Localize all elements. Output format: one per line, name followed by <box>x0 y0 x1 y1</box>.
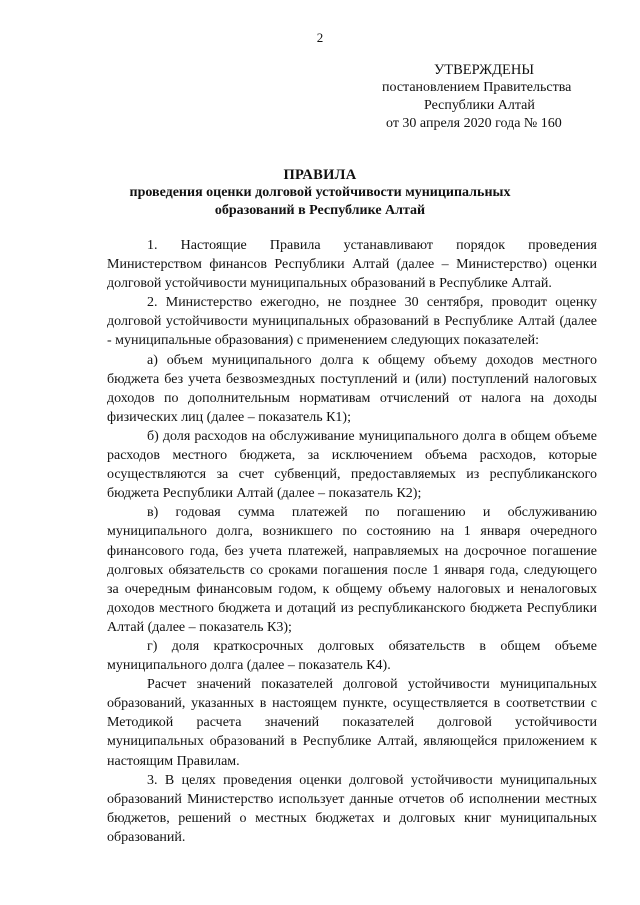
document-body <box>107 236 597 847</box>
paragraph-2b: б) доля расходов на обслуживание муниципального долга в общем объеме расходов местного бюджета, за исключением объема расходов, которые осуществляются за счет субвенций, предоставляемых из республиканского бюджета Республики Алтай (далее – показатель К2); <box>107 428 597 502</box>
paragraph-1: 1. Настоящие Правила устанавливают порядок проведения Министерством финансов Республики Алтай (далее – Министерство) оценки долговой устойчивости муниципальных образований в Республике Алтай. <box>107 238 597 292</box>
paragraph-2v: в) годовая сумма платежей по погашению и обслуживанию муниципального долга, возникшего по состоянию на 1 января очередного финансового года, без учета платежей, направляемых на досрочное погашение долговых обязательств со сроками погашения после 1 января года, следующего за очередным финансовым годом, к общему объему налоговых и неналоговых доходов местного бюджета и дотаций из республиканского бюджета Республики Алтай (далее – показатель К3); <box>107 505 597 635</box>
document-title: ПРАВИЛА <box>283 167 357 183</box>
document-subtitle-line-1: проведения оценки долговой устойчивости муниципальных <box>129 185 511 200</box>
document-subtitle-line-2: образований в Республике Алтай <box>214 203 426 218</box>
approval-line-republic: Республики Алтай <box>424 98 535 113</box>
approval-title: УТВЕРЖДЕНЫ <box>433 62 535 78</box>
approval-line-resolution: постановлением Правительства <box>382 80 572 95</box>
document-heading <box>0 166 640 220</box>
page-number: 2 <box>316 30 324 45</box>
approval-block <box>362 61 612 133</box>
paragraph-2: 2. Министерство ежегодно, не позднее 30 сентября, проводит оценку долговой устойчивости муниципальных образований в Республике Алтай (далее - муниципальные образования) с применением следующих показателей: <box>107 295 597 349</box>
approval-line-date: от 30 апреля 2020 года № 160 <box>386 116 562 131</box>
paragraph-3: 3. В целях проведения оценки долговой устойчивости муниципальных образований Министерство использует данные отчетов об исполнении местных бюджетов, решений о местных бюджетах и долговых книг муниципальных образований. <box>107 772 597 845</box>
paragraph-2g: г) доля краткосрочных долговых обязательств в общем объеме муниципального долга (далее – показатель К4). <box>107 638 597 674</box>
paragraph-calculation: Расчет значений показателей долговой устойчивости муниципальных образований, указанных в настоящем пункте, осуществляется в соответствии с Методикой расчета значений показателей долговой устойчивости муниципальных образований в Республике Алтай, являющейся приложением к настоящим Правилам. <box>107 677 597 769</box>
paragraph-2a: а) объем муниципального долга к общему объему доходов местного бюджета без учета безвозмездных поступлений и (или) поступлений налоговых доходов по дополнительным нормативам отчислений от налога на доходы физических лиц (далее – показатель К1); <box>107 352 597 425</box>
